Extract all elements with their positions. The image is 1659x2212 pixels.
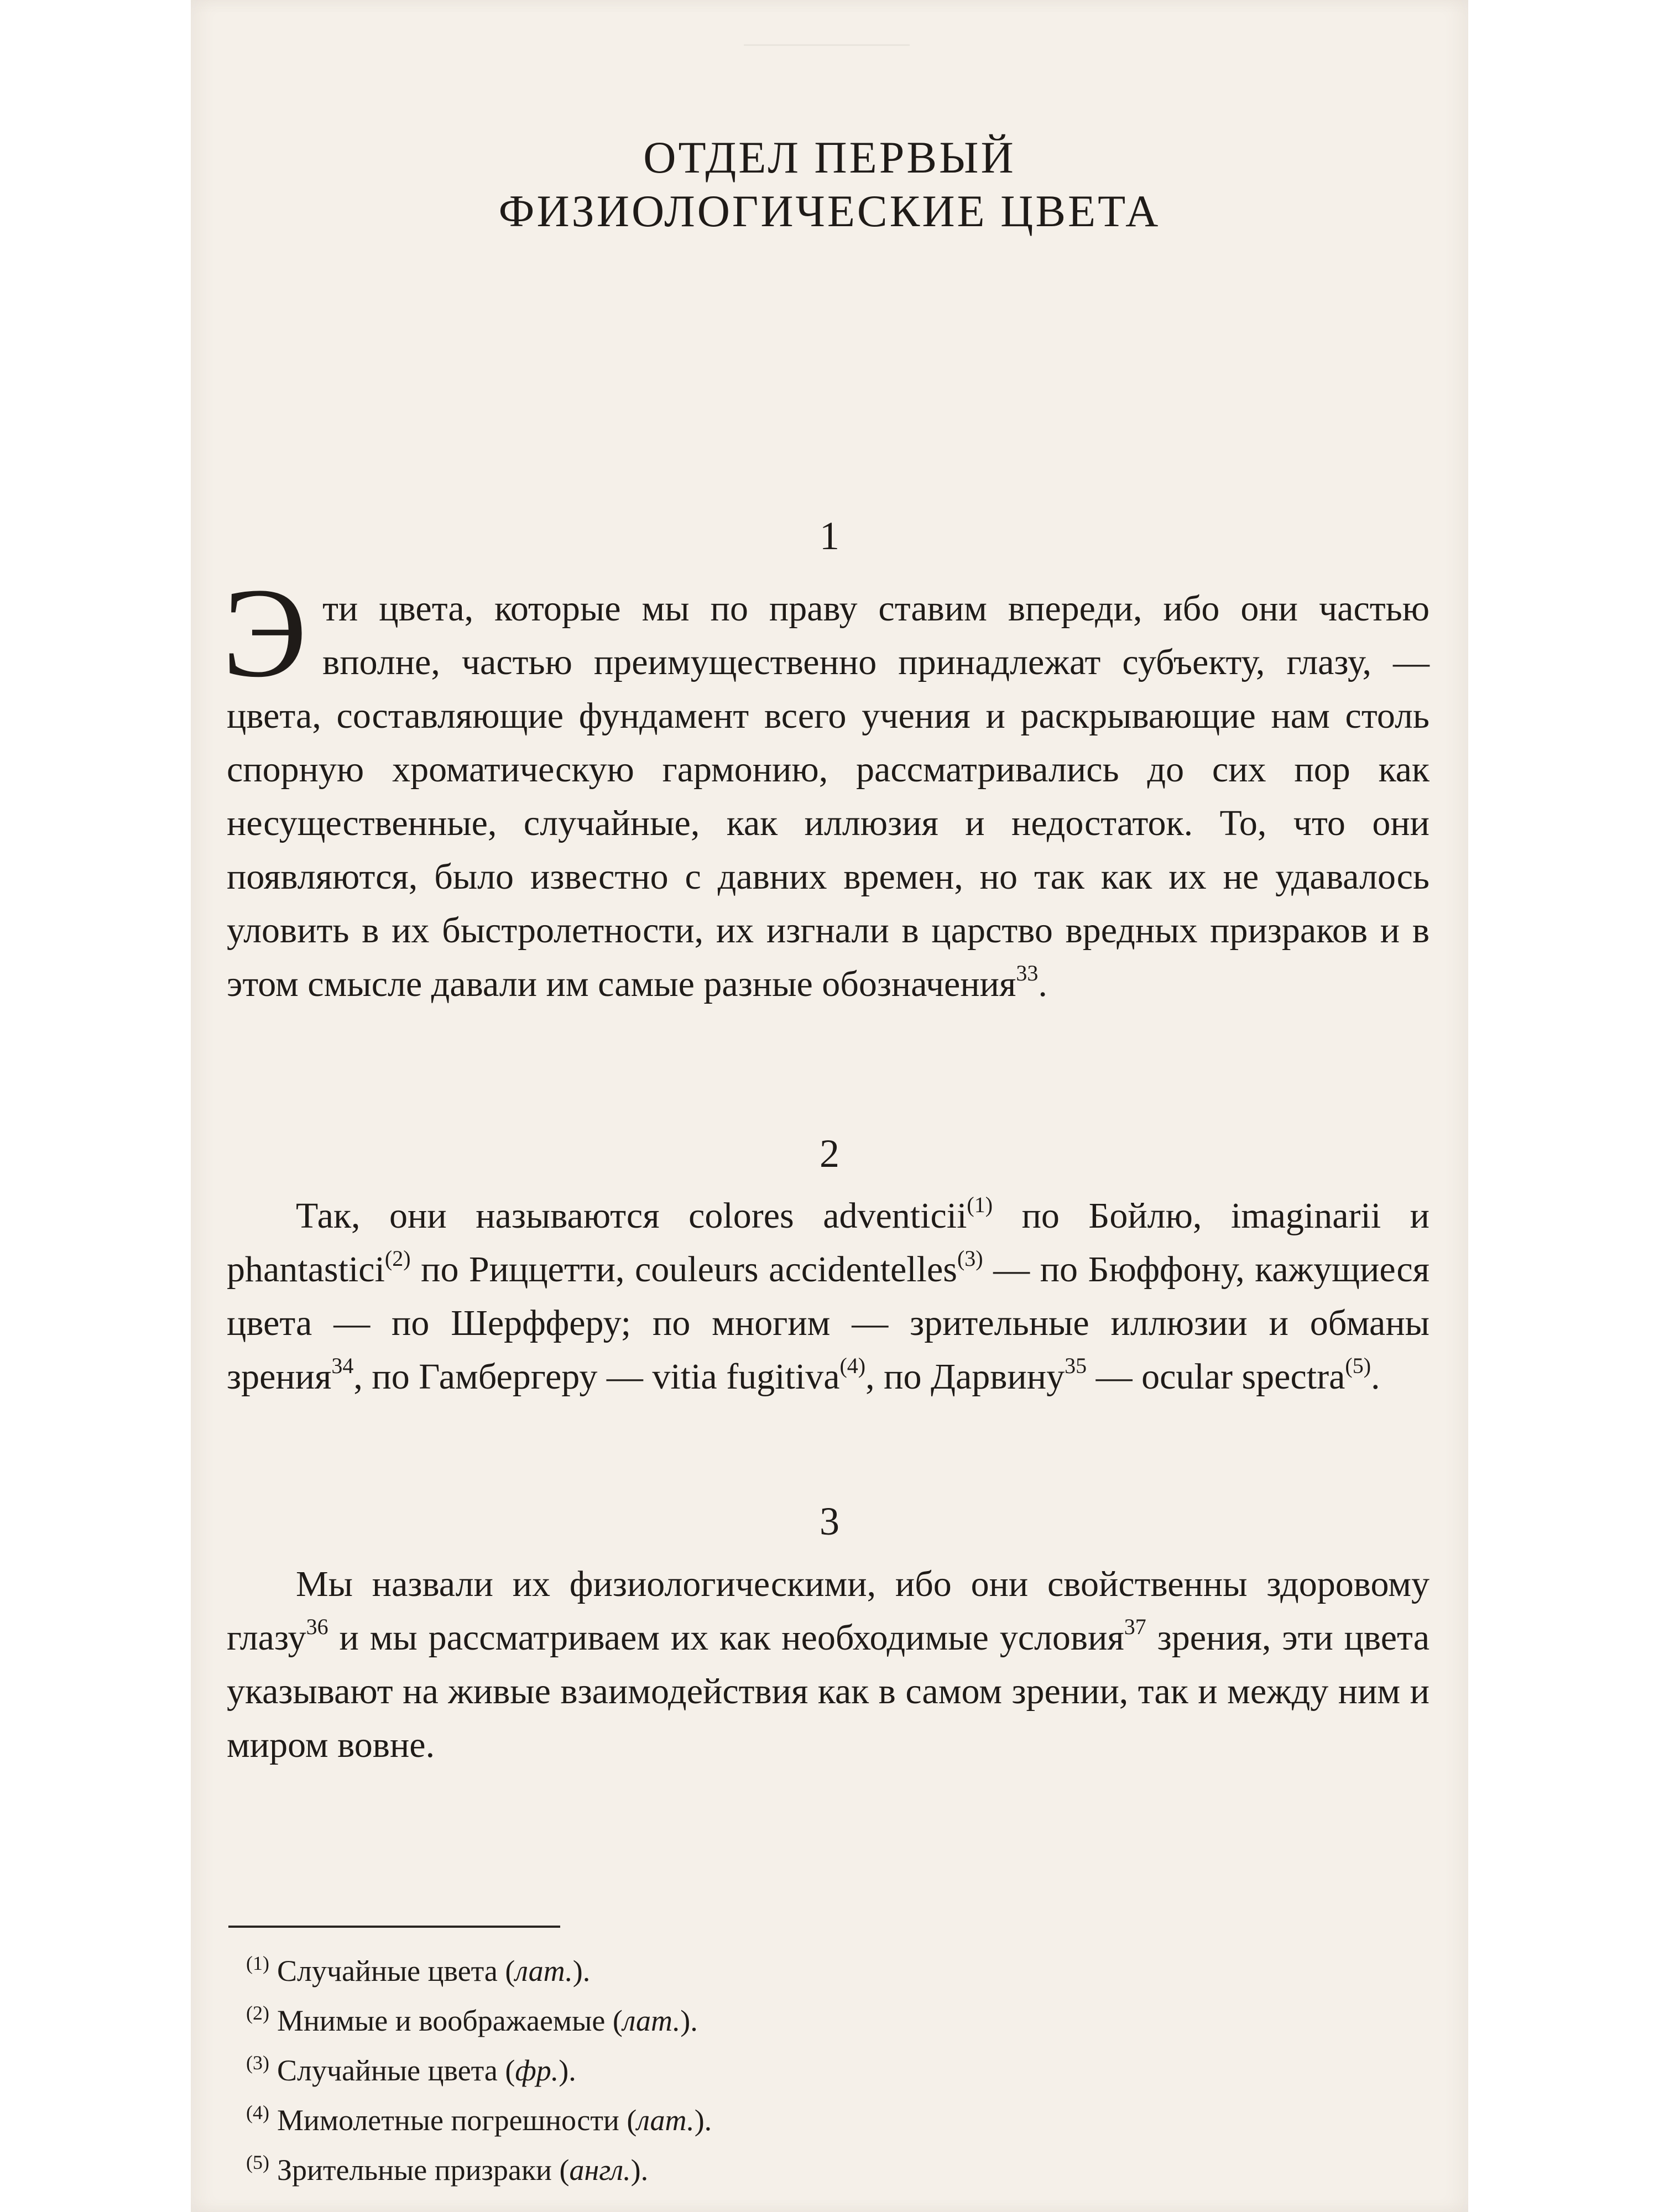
section-title: ОТДЕЛ ПЕРВЫЙ [643,132,1016,182]
footnote-rule [228,1926,560,1928]
paragraph-3 [227,1557,1430,1772]
footnote-ref: (4) [839,1353,866,1378]
footnote-item [246,2141,1407,2191]
endnote-ref: 37 [1124,1614,1146,1639]
footnote-ref: (1) [967,1192,993,1217]
footnote-list [246,1942,1407,2191]
footnote-language: англ. [569,2153,631,2187]
footnote-ref: (3) [957,1246,983,1271]
section-subtitle: ФИЗИОЛОГИЧЕСКИЕ ЦВЕТА [498,186,1161,236]
footnote-language: лат. [515,1954,573,1987]
endnote-ref: 34 [331,1353,354,1378]
footnote-mark: (5) [246,2151,269,2173]
footnote-mark: (1) [246,1952,269,1974]
drop-cap: Э [222,562,307,704]
paragraph-1-text: ти цвета, которые мы по праву ставим впереди, ибо они частью вполне, частью преимущественно принадлежат субъекту, глазу, — цвета, составляющие фундамент всего учения и раскрывающие нам столь спорную хроматическую гармонию, рассматривались до сих пор как несущественные, случайные, как иллюзия и недостаток. То, что они появляются, было известно с давних времен, но так как их не удавалось уловить в их быстролетности, их изгнали в царство вредных призраков и в этом смысле давали им самые разные обозначения [227,588,1430,1004]
footnote-mark: (4) [246,2101,269,2124]
show-through-mark [744,22,910,46]
footnote-item [246,1942,1407,1992]
footnote-text: Случайные цвета ( [276,1954,515,1987]
footnote-close: ). [680,2004,698,2037]
endnote-ref: 33 [1016,961,1039,985]
footnote-item [246,2091,1407,2141]
footnote-item [246,1992,1407,2042]
endnote-ref: 35 [1065,1353,1087,1378]
footnote-close: ). [694,2104,712,2137]
text-run: , по Дарвину [865,1357,1065,1397]
footnote-ref: (5) [1345,1353,1371,1378]
footnote-mark: (2) [246,2002,269,2024]
footnote-text: Случайные цвета ( [276,2054,515,2087]
endnote-ref: 36 [306,1614,328,1639]
footnote-ref: (2) [384,1246,411,1271]
paragraph-number-3: 3 [820,1499,839,1543]
paragraph-1: Эти цвета, которые мы по праву ставим впереди, ибо они частью вполне, частью преимущественно принадлежат субъекту, глазу, — цвета, составляющие фундамент всего учения и раскрывающие нам столь спорную хроматическую гармонию, рассматривались до сих пор как несущественные, случайные, как иллюзия и недостаток. То, что они появляются, было известно с давних времен, но так как их не удавалось уловить в их быстролетности, их изгнали в царство вредных призраков и в этом смысле давали им самые разные обозначения$^{33}$. [222,562,1430,1004]
footnote-language: лат. [622,2004,681,2037]
footnote-language: лат. [637,2104,695,2137]
footnote-text: Зрительные призраки ( [276,2153,570,2187]
footnote-close: ). [572,1954,591,1987]
text-run: . [1371,1357,1380,1397]
footnote-language: фр. [515,2054,559,2087]
book-page [191,0,1468,2212]
text-run: Так, они называются colores adventicii [296,1196,967,1236]
footnote-text: Мимолетные погрешности ( [276,2104,637,2137]
footnote-close: ). [559,2054,576,2087]
text-run: — ocular spectra [1087,1357,1345,1397]
text-run: , по Гамбергеру — vitia fugitiva [353,1357,840,1397]
footnote-item [246,2042,1407,2091]
paragraph-number-2: 2 [820,1131,839,1176]
paragraph-2 [227,1189,1430,1404]
footnote-mark: (3) [246,2052,269,2074]
text-run: и мы рассматриваем их как необходимые условия [328,1618,1124,1658]
paragraph-number-1: 1 [820,514,839,558]
text-run: по Бойлю, imaginarii и phantastici [227,1196,1430,1290]
text-run: Мы назвали их физиологическими, ибо они свойственны здоровому глазу [227,1564,1430,1658]
footnote-text: Мнимые и воображаемые ( [276,2004,623,2037]
text-run: — по Бюффону, кажущиеся цвета — по Шерфферу; по многим — зрительные иллюзии и обманы зрения [227,1249,1430,1397]
text-run: по Риццетти, couleurs accidentelles [410,1249,957,1290]
footnote-close: ). [630,2153,649,2187]
text-run: зрения, эти цвета указывают на живые взаимодействия как в самом зрении, так и между ним и миром вовне. [227,1618,1430,1765]
